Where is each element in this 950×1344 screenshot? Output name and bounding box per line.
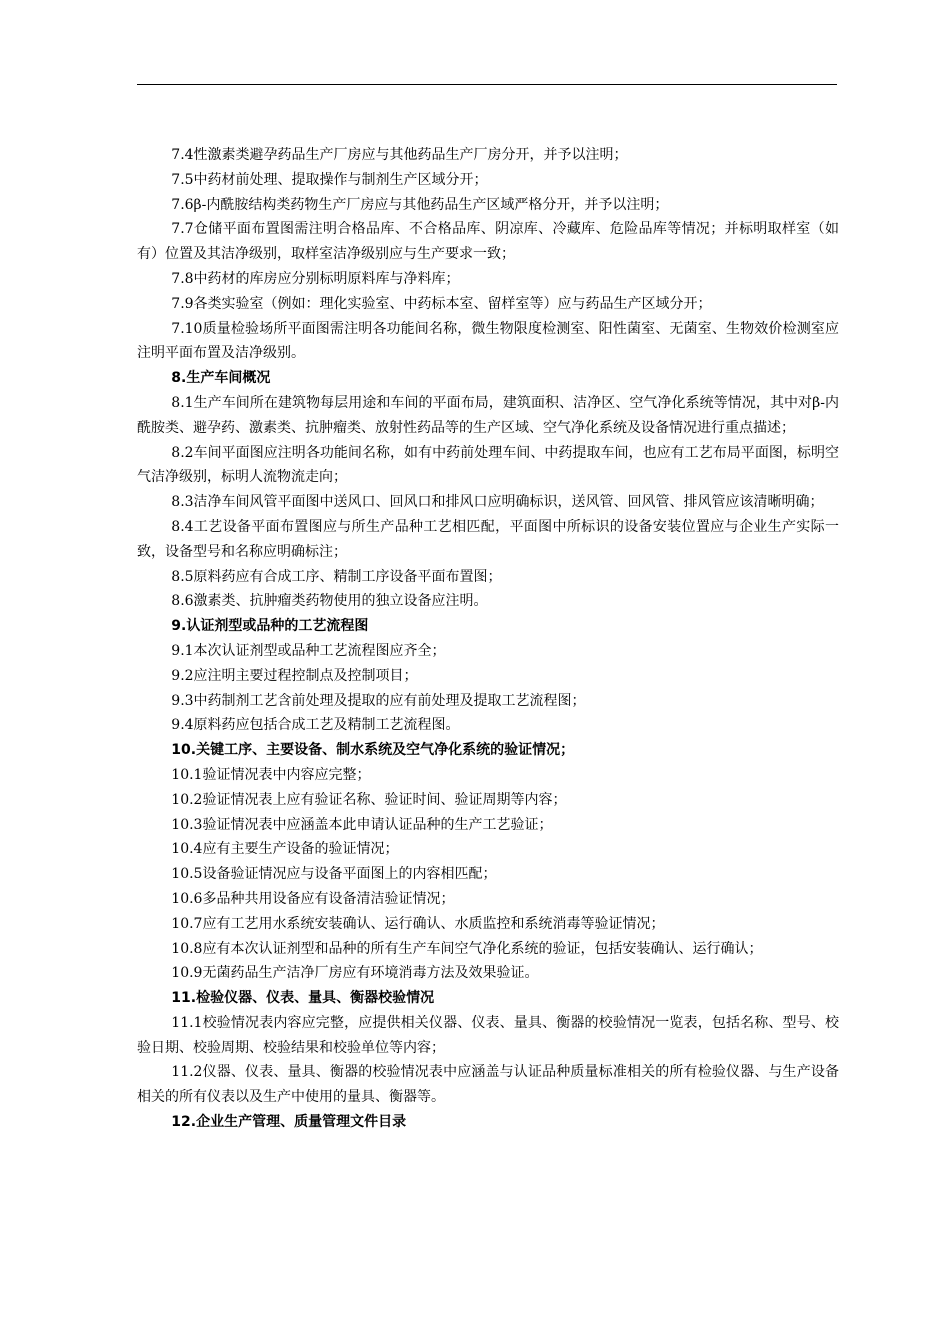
paragraph: 7.4性激素类避孕药品生产厂房应与其他药品生产厂房分开，并予以注明； [171, 147, 628, 163]
paragraph: 9.3中药制剂工艺含前处理及提取的应有前处理及提取工艺流程图； [171, 692, 586, 709]
document-body [137, 143, 839, 1135]
paragraph: 7.7仓储平面布置图需注明合格品库、不合格品库、阴凉库、冷藏库、危险品库等情况；并标明取样室（如有）位置及其洁净级别，取样室洁净级别应与生产要求一致； [137, 221, 839, 263]
paragraph: 8.3洁净车间风管平面图中送风口、回风口和排风口应明确标识，送风管、回风管、排风管应该清晰明确； [171, 494, 824, 511]
paragraph: 11.1校验情况表内容应完整，应提供相关仪器、仪表、量具、衡器的校验情况一览表，包括名称、型号、校验日期、校验周期、校验结果和校验单位等内容； [137, 1014, 839, 1056]
paragraph: 9.4原料药应包括合成工艺及精制工艺流程图。 [171, 717, 460, 734]
section-heading: 9.认证剂型或品种的工艺流程图 [171, 618, 369, 635]
paragraph: 8.4工艺设备平面布置图应与所生产品种工艺相匹配，平面图中所标识的设备安装位置应与企业生产实际一致，设备型号和名称应明确标注； [137, 518, 839, 560]
paragraph: 10.2验证情况表上应有验证名称、验证时间、验证周期等内容； [171, 791, 567, 808]
paragraph: 8.5原料药应有合成工序、精制工序设备平面布置图； [171, 568, 502, 585]
section-heading: 8.生产车间概况 [171, 370, 271, 387]
paragraph: 7.6β-内酰胺结构类药物生产厂房应与其他药品生产区域严格分开，并予以注明； [171, 196, 669, 213]
paragraph: 10.5设备验证情况应与设备平面图上的内容相匹配； [171, 866, 497, 883]
paragraph: 10.3验证情况表中应涵盖本此申请认证品种的生产工艺验证； [171, 816, 553, 833]
paragraph: 7.10质量检验场所平面图需注明各功能间名称，微生物限度检测室、阳性菌室、无菌室、生物效价检测室应注明平面布置及洁净级别。 [137, 320, 839, 362]
section-heading: 12.企业生产管理、质量管理文件目录 [171, 1114, 407, 1131]
paragraph: 9.2应注明主要过程控制点及控制项目； [171, 667, 418, 684]
paragraph: 7.8中药材的库房应分别标明原料库与净料库； [171, 270, 460, 287]
paragraph: 11.2仪器、仪表、量具、衡器的校验情况表中应涵盖与认证品种质量标准相关的所有检验仪器、与生产设备相关的所有仪表以及生产中使用的量具、衡器等。 [137, 1064, 839, 1106]
paragraph: 10.1验证情况表中内容应完整； [171, 766, 371, 783]
paragraph: 10.9无菌药品生产洁净厂房应有环境消毒方法及效果验证。 [171, 965, 539, 982]
paragraph: 10.7应有工艺用水系统安装确认、运行确认、水质监控和系统消毒等验证情况； [171, 915, 665, 932]
paragraph: 7.5中药材前处理、提取操作与制剂生产区域分开； [171, 171, 488, 188]
section-heading: 10.关键工序、主要设备、制水系统及空气净化系统的验证情况； [171, 742, 575, 759]
paragraph: 10.6多品种共用设备应有设备清洁验证情况； [171, 890, 455, 907]
paragraph: 9.1本次认证剂型或品种工艺流程图应齐全； [171, 642, 446, 659]
paragraph: 8.2车间平面图应注明各功能间名称，如有中药前处理车间、中药提取车间，也应有工艺布局平面图，标明空气洁净级别，标明人流物流走向； [137, 444, 839, 486]
header-rule [137, 84, 837, 85]
paragraph: 8.6激素类、抗肿瘤类药物使用的独立设备应注明。 [171, 593, 488, 610]
paragraph: 7.9各类实验室（例如：理化实验室、中药标本室、留样室等）应与药品生产区域分开； [171, 295, 712, 312]
paragraph: 10.4应有主要生产设备的验证情况； [171, 841, 399, 858]
paragraph: 10.8应有本次认证剂型和品种的所有生产车间空气净化系统的验证，包括安装确认、运行确认； [171, 940, 763, 957]
paragraph: 8.1生产车间所在建筑物每层用途和车间的平面布局，建筑面积、洁净区、空气净化系统等情况，其中对β-内酰胺类、避孕药、激素类、抗肿瘤类、放射性药品等的生产区域、空气净化系统及设备情况进行重点描述； [137, 394, 839, 436]
section-heading: 11.检验仪器、仪表、量具、衡器校验情况 [171, 990, 435, 1007]
